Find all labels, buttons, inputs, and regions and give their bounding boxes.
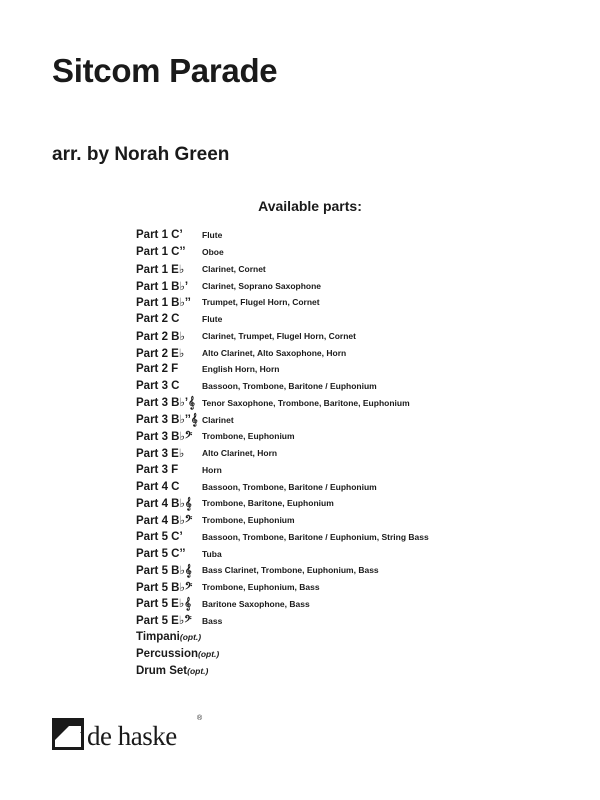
part-row [136,512,429,529]
registered-mark: ® [197,715,203,722]
part-instruments: Clarinet, Soprano Saxophone [202,280,322,291]
part-instruments: Clarinet, Trumpet, Flugel Horn, Cornet [202,330,356,341]
part-label: Part 3 E♭ [136,448,185,461]
part-row [136,411,429,428]
part-instruments: Bassoon, Trombone, Baritone / Euphonium [202,381,377,392]
part-label: Part 1 B♭’’ [136,297,191,310]
part-label: Part 4 C [136,480,180,493]
optional-part-label: Timpani [136,631,180,644]
part-instruments: Tuba [202,548,222,559]
part-label: Part 3 B♭𝄢 [136,430,193,443]
part-instruments: Bass [202,615,223,626]
part-label: Part 1 C’ [136,229,183,242]
optional-note: (opt.) [179,632,202,643]
part-row [136,545,429,562]
part-label: Part 5 E♭𝄞 [136,598,192,611]
part-row [136,361,429,378]
part-row [136,244,429,261]
part-row [136,478,429,495]
part-instruments: Flute [202,314,223,325]
part-instruments: Flute [202,230,223,241]
part-instruments: Trombone, Baritone, Euphonium [202,498,334,509]
part-instruments: Bassoon, Trombone, Baritone / Euphonium, String Bass [202,531,429,542]
part-label: Part 5 B♭𝄞 [136,564,192,577]
part-row [136,612,429,629]
part-label: Part 2 C [136,313,180,326]
part-row [136,227,429,244]
part-instruments: Clarinet [202,414,234,425]
part-instruments: Alto Clarinet, Alto Saxophone, Horn [202,347,347,358]
part-label: Part 3 B♭’’𝄞 [136,414,198,427]
part-row [136,395,429,412]
part-label: Part 2 B♭ [136,330,185,343]
part-row [136,277,429,294]
part-instruments: Oboe [202,247,224,258]
arranger-credit: arr. by Norah Green [52,144,230,165]
part-instruments: Trombone, Euphonium, Bass [202,582,320,593]
optional-part-row [136,646,429,663]
part-row [136,428,429,445]
optional-note: (opt.) [187,665,209,676]
part-instruments: Horn [202,464,222,475]
part-instruments: Bass Clarinet, Trombone, Euphonium, Bass [202,565,379,576]
part-instruments: Alto Clarinet, Horn [202,448,278,459]
part-instruments: English Horn, Horn [202,364,280,375]
part-instruments: Trombone, Euphonium [202,431,295,442]
part-label: Part 5 C’ [136,530,183,543]
part-label: Part 5 C’’ [136,547,186,560]
publisher-logo [52,715,203,751]
part-instruments: Trombone, Euphonium [202,515,295,526]
optional-part-row [136,663,429,680]
part-row [136,328,429,345]
part-row [136,462,429,479]
part-row [136,529,429,546]
part-row [136,378,429,395]
parts-list [136,227,429,679]
part-row [136,344,429,361]
parts-heading: Available parts: [258,198,362,214]
part-label: Part 1 B♭’ [136,280,189,293]
part-label: Part 5 B♭𝄢 [136,581,193,594]
optional-part-row [136,629,429,646]
part-label: Part 3 B♭’𝄞 [136,397,195,410]
part-label: Part 2 E♭ [136,347,185,360]
part-instruments: Tenor Saxophone, Trombone, Baritone, Euphonium [202,397,410,408]
part-row [136,596,429,613]
optional-note: (opt.) [198,649,220,660]
optional-part-label: Drum Set [136,664,188,677]
part-label: Part 3 C [136,380,180,393]
page-title: Sitcom Parade [52,52,278,89]
part-instruments: Clarinet, Cornet [202,263,266,274]
part-label: Part 1 C’’ [136,246,186,259]
part-row [136,294,429,311]
optional-part-label: Percussion [136,648,198,661]
part-row [136,562,429,579]
part-instruments: Bassoon, Trombone, Baritone / Euphonium [202,481,377,492]
part-label: Part 1 E♭ [136,263,185,276]
part-label: Part 4 B♭𝄞 [136,497,192,510]
part-row [136,495,429,512]
part-instruments: Trumpet, Flugel Horn, Cornet [202,297,320,308]
publisher-logo-icon [52,718,84,750]
part-label: Part 5 E♭𝄢 [136,615,192,628]
part-row [136,579,429,596]
part-row [136,445,429,462]
part-row [136,311,429,328]
publisher-name: de haske [87,721,177,751]
part-label: Part 3 F [136,463,179,476]
part-instruments: Baritone Saxophone, Bass [202,598,310,609]
part-label: Part 4 B♭𝄢 [136,514,193,527]
part-row [136,261,429,278]
part-label: Part 2 F [136,363,179,376]
